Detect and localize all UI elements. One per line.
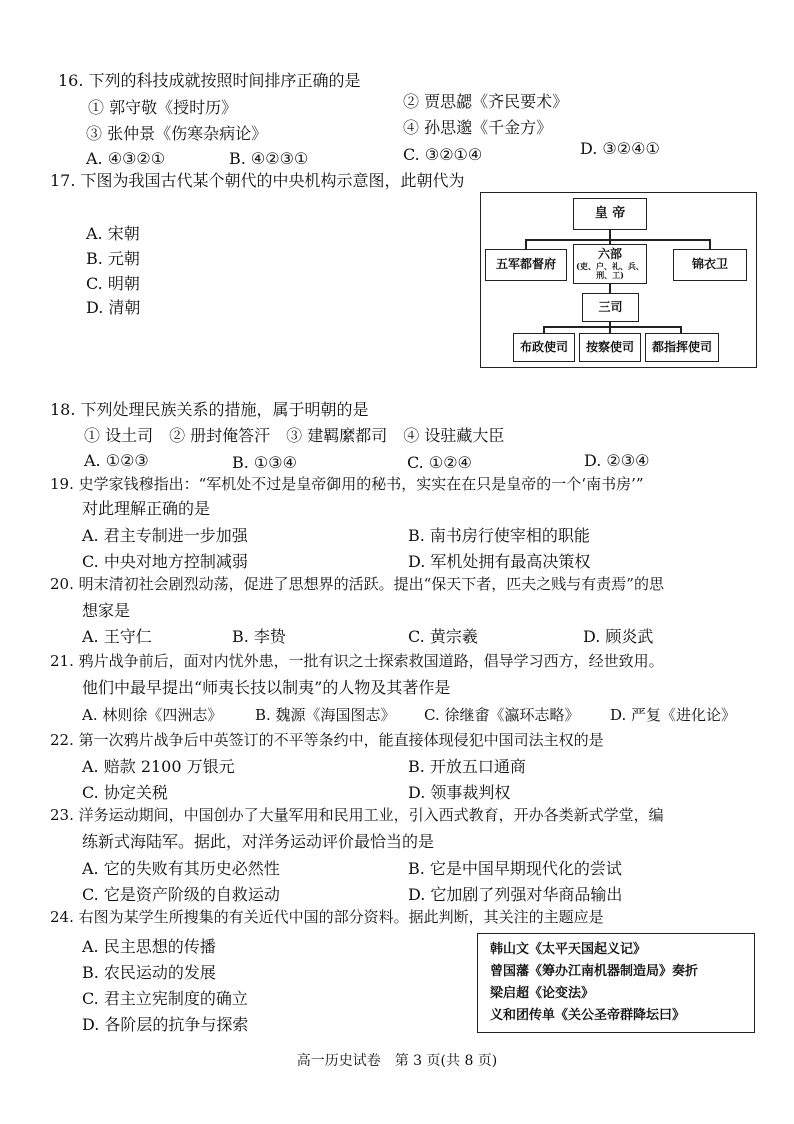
- q18-option-c: C. ①②④: [407, 453, 472, 472]
- q24-option-b: B. 农民运动的发展: [82, 963, 216, 982]
- q24-stem: 24. 右图为某学生所搜集的有关近代中国的部分资料。据此判断，其关注的主题应是: [50, 908, 604, 926]
- q21-option-c: C. 徐继畬《瀛环志略》: [424, 706, 580, 724]
- six-ministries-sub-1: (吏、户、礼、兵、: [576, 260, 644, 271]
- five-army-connector: [525, 239, 527, 249]
- material-item: 曾国藩《筹办江南机器制造局》奏折: [490, 964, 699, 979]
- buzheng-connector: [543, 326, 545, 333]
- q22-option-a: A. 赔款 2100 万银元: [82, 757, 235, 776]
- q17-option-b: B. 元朝: [86, 249, 140, 268]
- q20-option-c: C. 黄宗羲: [408, 627, 478, 646]
- jinyiwei-node: 锦衣卫: [673, 249, 747, 281]
- duzhihui-node: 都指挥使司: [645, 333, 719, 362]
- q19-stem-line-2: 对此理解正确的是: [82, 499, 211, 518]
- q22-option-b: B. 开放五口通商: [408, 757, 526, 776]
- q21-stem-line-1: 21. 鸦片战争前后，面对内忧外患，一批有识之士探索救国道路，倡导学习西方，经世致用。: [50, 652, 664, 670]
- q23-option-d: D. 它加剧了列强对华商品输出: [408, 885, 623, 904]
- q17-option-c: C. 明朝: [86, 274, 140, 293]
- six-to-three-connector: [609, 283, 611, 293]
- q17-option-d: D. 清朝: [86, 298, 141, 317]
- q23-option-c: C. 它是资产阶级的自救运动: [82, 885, 280, 904]
- q16-item-2: ② 贾思勰《齐民要术》: [403, 92, 569, 111]
- five-army-node: 五军都督府: [485, 249, 567, 281]
- top-branch-line: [525, 239, 709, 241]
- q16-item-3: ③ 张仲景《伤寒杂病论》: [86, 124, 268, 143]
- q21-option-b: B. 魏源《海国图志》: [255, 706, 396, 724]
- q19-stem-line-1: 19. 史学家钱穆指出：“军机处不过是皇帝御用的秘书，实实在在只是皇帝的一个‘南书房’”: [50, 475, 644, 493]
- q20-stem-line-1: 20. 明末清初社会剧烈动荡，促进了思想界的活跃。提出“保天下者，匹夫之贱与有责焉”的思: [50, 575, 664, 593]
- emperor-node: 皇 帝: [573, 198, 647, 230]
- q20-option-d: D. 顾炎武: [583, 627, 654, 646]
- q18-option-a: A. ①②③: [84, 451, 149, 470]
- q24-option-a: A. 民主思想的传播: [82, 937, 216, 956]
- q16-stem: 16. 下列的科技成就按照时间排序正确的是: [58, 71, 361, 90]
- q19-option-c: C. 中央对地方控制减弱: [82, 552, 248, 571]
- three-si-node: 三司: [582, 293, 639, 322]
- q20-option-a: A. 王守仁: [82, 627, 152, 646]
- q16-option-a: A. ④③②①: [86, 149, 166, 168]
- q23-option-b: B. 它是中国早期现代化的尝试: [408, 859, 622, 878]
- q16-option-b: B. ④②③①: [229, 149, 309, 168]
- q20-option-b: B. 李贽: [232, 627, 286, 646]
- duzhihui-connector: [680, 326, 682, 333]
- q17-stem: 17. 下图为我国古代某个朝代的中央机构示意图，此朝代为: [50, 171, 465, 190]
- q19-option-b: B. 南书房行使宰相的职能: [408, 526, 590, 545]
- q22-option-c: C. 协定关税: [82, 783, 168, 802]
- page-footer: 高一历史试卷 第 3 页(共 8 页): [296, 1053, 498, 1069]
- material-item: 义和团传单《关公圣帝群降坛曰》: [490, 1008, 686, 1023]
- ancha-connector: [609, 326, 611, 333]
- q23-stem-line-1: 23. 洋务运动期间，中国创办了大量军用和民用工业，引入西式教育，开办各类新式学堂，编: [50, 806, 664, 824]
- q24-option-d: D. 各阶层的抗争与探索: [82, 1015, 249, 1034]
- q18-option-d: D. ②③④: [584, 451, 650, 470]
- q17-option-a: A. 宋朝: [86, 224, 140, 243]
- q16-option-d: D. ③②④①: [580, 139, 660, 158]
- six-ministries-title: 六部: [597, 246, 622, 261]
- emperor-connector: [609, 230, 611, 239]
- q18-items: ① 设土司 ② 册封俺答汗 ③ 建羁縻都司 ④ 设驻藏大臣: [84, 426, 505, 445]
- q21-option-a: A. 林则徐《四洲志》: [82, 706, 223, 724]
- q24-option-c: C. 君主立宪制度的确立: [82, 989, 248, 1008]
- q21-stem-line-2: 他们中最早提出“师夷长技以制夷”的人物及其著作是: [82, 678, 451, 697]
- six-ministries-sub-2: 刑、工): [596, 269, 624, 280]
- q18-stem: 18. 下列处理民族关系的措施，属于明朝的是: [50, 400, 369, 419]
- q22-stem: 22. 第一次鸦片战争后中英签订的不平等条约中，能直接体现侵犯中国司法主权的是: [50, 731, 604, 749]
- institution-diagram: [480, 192, 757, 368]
- materials-box: [477, 933, 755, 1033]
- q22-option-d: D. 领事裁判权: [408, 783, 511, 802]
- material-item: 梁启超《论变法》: [490, 986, 595, 1001]
- q19-option-a: A. 君主专制进一步加强: [82, 526, 248, 545]
- ancha-node: 按察使司: [579, 333, 641, 362]
- q19-option-d: D. 军机处拥有最高决策权: [408, 552, 591, 571]
- q16-item-4: ④ 孙思邈《千金方》: [403, 118, 553, 137]
- q21-option-d: D. 严复《进化论》: [610, 706, 737, 724]
- jinyiwei-connector: [709, 239, 711, 249]
- q20-stem-line-2: 想家是: [82, 601, 131, 620]
- q16-item-1: ① 郭守敬《授时历》: [88, 98, 238, 117]
- bottom-branch-line: [543, 326, 681, 328]
- buzheng-node: 布政使司: [513, 333, 575, 362]
- q23-option-a: A. 它的失败有其历史必然性: [82, 859, 280, 878]
- q18-option-b: B. ①③④: [232, 453, 297, 472]
- six-ministries-node: [573, 244, 647, 284]
- q16-option-c: C. ③②①④: [403, 145, 483, 164]
- material-item: 韩山文《太平天国起义记》: [490, 942, 647, 957]
- q23-stem-line-2: 练新式海陆军。据此，对洋务运动评价最恰当的是: [82, 832, 435, 851]
